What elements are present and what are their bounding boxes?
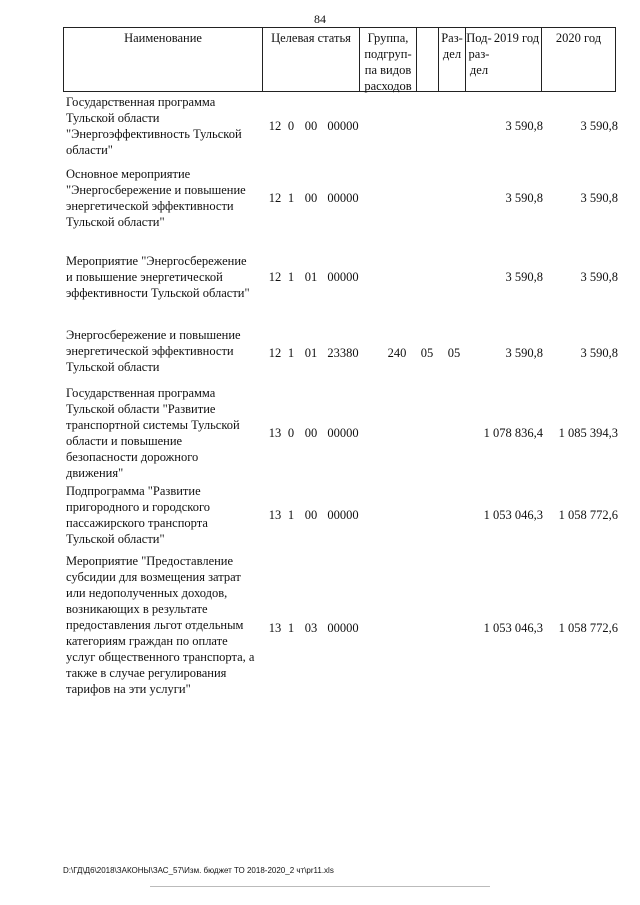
code-event: 03 — [304, 621, 318, 635]
table-header — [63, 27, 616, 92]
code-program: 12 — [268, 191, 282, 205]
header-target-article: Целевая статья — [271, 31, 351, 45]
amount-2020: 3 590,8 — [580, 270, 618, 284]
amount-2020: 3 590,8 — [580, 119, 618, 133]
header-top-border — [63, 27, 616, 28]
code-subprogram: 1 — [287, 621, 295, 635]
col-divider — [615, 27, 616, 92]
header-bottom-border — [63, 91, 616, 92]
row-name: Мероприятие "Энергосбережение и повышение энергетической эффективности Тульской области" — [66, 254, 250, 300]
code-subprogram: 1 — [287, 508, 295, 522]
code-event: 00 — [304, 119, 318, 133]
header-group: Группа, подгруп- па видов расходов — [364, 31, 412, 93]
code-subprogram: 0 — [287, 426, 295, 440]
row-name: Государственная программа Тульской области "Развитие транспортной системы Тульской области и повышение безопасности дорожного движения" — [66, 386, 240, 480]
row-name: Подпрограмма "Развитие пригородного и городского пассажирского транспорта Тульской области" — [66, 484, 211, 546]
row-name: Энергосбережение и повышение энергетической эффективности Тульской области — [66, 328, 241, 374]
header-section: Раз- дел — [441, 31, 463, 61]
code-direction: 00000 — [327, 426, 359, 440]
code-direction: 00000 — [327, 191, 359, 205]
code-program: 12 — [268, 119, 282, 133]
row-name: Основное мероприятие "Энергосбережение и повышение энергетической эффективности Тульской области" — [66, 167, 246, 229]
code-direction: 23380 — [327, 346, 359, 360]
expense-group: 240 — [387, 346, 407, 360]
header-2019: 2019 год — [493, 31, 540, 45]
amount-2020: 3 590,8 — [580, 191, 618, 205]
code-event: 00 — [304, 191, 318, 205]
amount-2019: 3 590,8 — [505, 270, 543, 284]
header-name: Наименование — [124, 31, 202, 45]
row-name: Государственная программа Тульской области "Энергоэффективность Тульской области" — [66, 95, 242, 157]
col-divider — [416, 27, 417, 92]
row-name: Мероприятие "Предоставление субсидии для возмещения затрат или недополученных доходов, возникающих в результате предоставления льгот отдельным категориям граждан по оплате услуг общественного транспорта, а также в случае регулирования тарифов на эти услуги" — [66, 554, 255, 696]
code-subprogram: 1 — [287, 346, 295, 360]
amount-2019: 3 590,8 — [505, 346, 543, 360]
code-event: 00 — [304, 508, 318, 522]
amount-2019: 1 053 046,3 — [483, 508, 543, 522]
scan-artifact-line — [150, 886, 490, 887]
code-event: 01 — [304, 346, 318, 360]
amount-2019: 1 078 836,4 — [483, 426, 543, 440]
code-program: 13 — [268, 621, 282, 635]
code-direction: 00000 — [327, 270, 359, 284]
code-subprogram: 1 — [287, 191, 295, 205]
code-direction: 00000 — [327, 508, 359, 522]
code-direction: 00000 — [327, 119, 359, 133]
file-path-footer: D:\ГД\Д6\2018\ЗАКОНЫ\ЗАС_57\Изм. бюджет ТО 2018-2020_2 чт\pr11.xls — [63, 866, 334, 875]
amount-2020: 1 058 772,6 — [558, 621, 618, 635]
code-program: 12 — [268, 346, 282, 360]
code-program: 12 — [268, 270, 282, 284]
page-number: 84 — [314, 12, 326, 26]
amount-2020: 1 058 772,6 — [558, 508, 618, 522]
header-subsection: Под- раз- дел — [466, 31, 492, 77]
code-program: 13 — [268, 508, 282, 522]
section: 05 — [420, 346, 434, 360]
code-program: 13 — [268, 426, 282, 440]
code-event: 01 — [304, 270, 318, 284]
amount-2020: 3 590,8 — [580, 346, 618, 360]
header-2020: 2020 год — [555, 31, 602, 45]
code-subprogram: 1 — [287, 270, 295, 284]
subsection: 05 — [447, 346, 461, 360]
amount-2019: 3 590,8 — [505, 119, 543, 133]
amount-2019: 3 590,8 — [505, 191, 543, 205]
code-direction: 00000 — [327, 621, 359, 635]
amount-2019: 1 053 046,3 — [483, 621, 543, 635]
amount-2020: 1 085 394,3 — [558, 426, 618, 440]
code-event: 00 — [304, 426, 318, 440]
code-subprogram: 0 — [287, 119, 295, 133]
